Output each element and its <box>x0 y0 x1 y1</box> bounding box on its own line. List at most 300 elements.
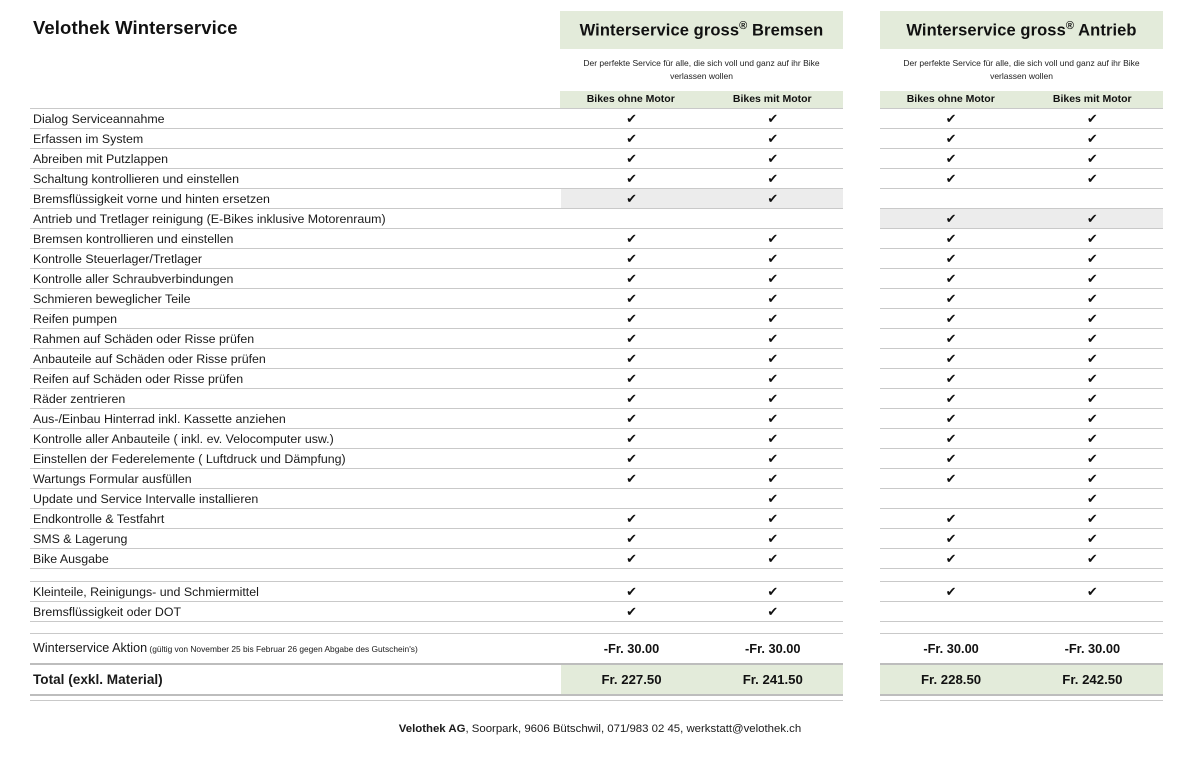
total-row <box>30 664 1163 695</box>
check-icon: ✔ <box>945 330 957 346</box>
service-item-label <box>30 309 561 329</box>
check-icon: ✔ <box>626 470 637 486</box>
column-gap <box>843 269 880 289</box>
cell-antrieb-mit-motor <box>1022 149 1163 169</box>
spacer-cell <box>843 622 880 634</box>
table-row <box>30 389 1163 409</box>
service-item-label <box>30 229 561 249</box>
total-antrieb-ohne-motor: Fr. 228.50 <box>880 664 1021 695</box>
cell-antrieb-mit-motor <box>1022 509 1163 529</box>
table-row <box>30 329 1163 349</box>
check-icon: ✔ <box>1086 390 1098 406</box>
cell-antrieb-ohne-motor <box>880 149 1021 169</box>
service-item-label <box>30 529 561 549</box>
column-gap <box>843 664 880 695</box>
service-item-label <box>30 269 561 289</box>
page-title: Velothek Winterservice <box>33 17 238 38</box>
check-icon: ✔ <box>1086 150 1098 166</box>
check-icon: ✔ <box>1086 230 1098 246</box>
aktion-label <box>30 634 561 664</box>
cell-antrieb-mit-motor <box>1022 229 1163 249</box>
cell-antrieb-ohne-motor <box>880 469 1021 489</box>
column-gap <box>843 209 880 229</box>
cell-antrieb-ohne-motor <box>880 582 1021 602</box>
cell-antrieb-ohne-motor <box>880 409 1021 429</box>
cell-antrieb-mit-motor <box>1022 269 1163 289</box>
check-icon: ✔ <box>945 510 957 526</box>
check-icon: ✔ <box>1086 410 1098 426</box>
cell-bremsen-ohne-motor <box>561 602 702 622</box>
check-icon: ✔ <box>1086 583 1098 599</box>
row-label-text: Anbauteile auf Schäden oder Risse prüfen <box>33 351 266 366</box>
table-row <box>30 289 1163 309</box>
column-gap <box>843 349 880 369</box>
column-gap <box>843 634 880 664</box>
row-label-text: Reifen auf Schäden oder Risse prüfen <box>33 371 244 386</box>
row-label-text: Reifen pumpen <box>33 311 118 326</box>
cell-antrieb-ohne-motor <box>880 269 1021 289</box>
column-header-bikes-ohne-motor-b: Bikes ohne Motor <box>906 93 995 105</box>
service-item-label <box>30 509 561 529</box>
cell-antrieb-ohne-motor <box>880 249 1021 269</box>
check-icon: ✔ <box>767 370 779 386</box>
cell-bremsen-mit-motor <box>702 602 843 622</box>
check-icon: ✔ <box>626 330 637 346</box>
cell-bremsen-mit-motor <box>702 469 843 489</box>
table-row <box>30 209 1163 229</box>
check-icon: ✔ <box>945 550 957 566</box>
cell-antrieb-ohne-motor <box>880 329 1021 349</box>
check-icon: ✔ <box>626 603 637 619</box>
row-label-text: Abreiben mit Putzlappen <box>33 151 169 166</box>
cell-bremsen-ohne-motor <box>561 209 702 229</box>
column-header-bikes-mit-motor-a: Bikes mit Motor <box>732 93 812 105</box>
cell-antrieb-ohne-motor <box>880 349 1021 369</box>
row-label-text: Kontrolle aller Anbauteile ( inkl. ev. Velocomputer usw.) <box>33 431 334 446</box>
package-title-suffix-b: Antrieb <box>1074 21 1137 40</box>
row-label-text: Antrieb und Tretlager reinigung (E-Bikes inklusive Motorenraum) <box>33 211 386 226</box>
cell-bremsen-mit-motor <box>702 229 843 249</box>
package-title-bremsen <box>580 20 824 41</box>
service-item-label <box>30 249 561 269</box>
cell-antrieb-ohne-motor <box>880 289 1021 309</box>
cell-antrieb-ohne-motor <box>880 509 1021 529</box>
service-item-label <box>30 409 561 429</box>
service-item-label <box>30 429 561 449</box>
table-row <box>30 429 1163 449</box>
service-item-label <box>30 329 561 349</box>
service-item-label <box>30 602 561 622</box>
check-icon: ✔ <box>945 110 957 126</box>
check-icon: ✔ <box>626 390 637 406</box>
check-icon: ✔ <box>1086 110 1098 126</box>
check-icon: ✔ <box>767 250 779 266</box>
cell-bremsen-mit-motor <box>702 329 843 349</box>
table-row <box>30 449 1163 469</box>
check-icon: ✔ <box>626 430 637 446</box>
cell-antrieb-mit-motor <box>1022 369 1163 389</box>
column-gap <box>843 489 880 509</box>
column-gap <box>843 149 880 169</box>
package-title-antrieb <box>906 20 1136 41</box>
cell-bremsen-ohne-motor <box>561 549 702 569</box>
spacer-cell <box>702 569 843 582</box>
check-icon: ✔ <box>945 230 957 246</box>
row-label-text: Aus-/Einbau Hinterrad inkl. Kassette anziehen <box>33 411 286 426</box>
service-item-label <box>30 209 561 229</box>
check-icon: ✔ <box>767 130 779 146</box>
table-row <box>30 189 1163 209</box>
table-bottom-rule <box>30 695 1163 701</box>
check-icon: ✔ <box>767 110 779 126</box>
row-label-text: Bremsflüssigkeit oder DOT <box>33 604 182 619</box>
cell-antrieb-ohne-motor <box>880 389 1021 409</box>
check-icon: ✔ <box>1086 510 1098 526</box>
check-icon: ✔ <box>1086 430 1098 446</box>
cell-bremsen-ohne-motor <box>561 509 702 529</box>
rule-cell <box>561 695 702 701</box>
total-bremsen-mit-motor: Fr. 241.50 <box>702 664 843 695</box>
cell-antrieb-ohne-motor <box>880 549 1021 569</box>
total-antrieb-mit-motor: Fr. 242.50 <box>1022 664 1163 695</box>
cell-antrieb-mit-motor <box>1022 449 1163 469</box>
service-item-label <box>30 489 561 509</box>
check-icon: ✔ <box>1086 250 1098 266</box>
row-label-text: Erfassen im System <box>33 131 144 146</box>
cell-antrieb-ohne-motor <box>880 169 1021 189</box>
cell-bremsen-mit-motor <box>702 189 843 209</box>
package-subtitle-antrieb: Der perfekte Service für alle, die sich voll und ganz auf ihr Bike verlassen wollen <box>903 58 1140 81</box>
check-icon: ✔ <box>626 550 637 566</box>
column-gap <box>843 389 880 409</box>
row-label-text: Wartungs Formular ausfüllen <box>33 471 192 486</box>
total-label <box>30 664 561 695</box>
row-label-text: Endkontrolle & Testfahrt <box>33 511 165 526</box>
spacer-cell <box>561 622 702 634</box>
table-row <box>30 269 1163 289</box>
cell-antrieb-mit-motor <box>1022 249 1163 269</box>
row-label-text: Bremsen kontrollieren und einstellen <box>33 231 234 246</box>
cell-bremsen-ohne-motor <box>561 189 702 209</box>
cell-bremsen-ohne-motor <box>561 469 702 489</box>
cell-bremsen-ohne-motor <box>561 269 702 289</box>
spacer-cell <box>880 622 1021 634</box>
spacer-cell <box>30 569 561 582</box>
check-icon: ✔ <box>1086 490 1098 506</box>
column-header-bikes-ohne-motor-a: Bikes ohne Motor <box>586 93 675 105</box>
cell-antrieb-ohne-motor <box>880 529 1021 549</box>
check-icon: ✔ <box>626 310 637 326</box>
cell-antrieb-mit-motor <box>1022 582 1163 602</box>
aktion-bremsen-mit-motor: -Fr. 30.00 <box>702 634 843 664</box>
check-icon: ✔ <box>626 170 637 186</box>
row-label-text: SMS & Lagerung <box>33 531 128 546</box>
check-icon: ✔ <box>1086 310 1098 326</box>
cell-antrieb-ohne-motor <box>880 602 1021 622</box>
column-gap <box>843 129 880 149</box>
package-header-antrieb <box>880 11 1163 49</box>
check-icon: ✔ <box>767 290 779 306</box>
check-icon: ✔ <box>767 530 779 546</box>
check-icon: ✔ <box>945 310 957 326</box>
column-gap <box>843 249 880 269</box>
table-row <box>30 529 1163 549</box>
cell-bremsen-ohne-motor <box>561 129 702 149</box>
cell-antrieb-mit-motor <box>1022 529 1163 549</box>
check-icon: ✔ <box>626 370 637 386</box>
package-subtitle-bremsen: Der perfekte Service für alle, die sich voll und ganz auf ihr Bike verlassen wollen <box>583 58 820 81</box>
table-body <box>30 109 1163 701</box>
check-icon: ✔ <box>1086 270 1098 286</box>
cell-bremsen-mit-motor <box>702 369 843 389</box>
column-gap <box>843 469 880 489</box>
cell-bremsen-ohne-motor <box>561 329 702 349</box>
cell-antrieb-ohne-motor <box>880 109 1021 129</box>
table-row <box>30 469 1163 489</box>
check-icon: ✔ <box>767 230 779 246</box>
check-icon: ✔ <box>1086 330 1098 346</box>
rule-cell <box>843 695 880 701</box>
cell-bremsen-mit-motor <box>702 349 843 369</box>
cell-bremsen-mit-motor <box>702 509 843 529</box>
column-gap <box>843 409 880 429</box>
pre-aktion-spacer <box>30 622 1163 634</box>
cell-antrieb-ohne-motor <box>880 369 1021 389</box>
check-icon: ✔ <box>767 150 779 166</box>
cell-antrieb-mit-motor <box>1022 289 1163 309</box>
table-row <box>30 109 1163 129</box>
column-gap <box>843 449 880 469</box>
package-column-headers-antrieb <box>880 91 1163 108</box>
cell-antrieb-mit-motor <box>1022 349 1163 369</box>
check-icon: ✔ <box>767 470 779 486</box>
aktion-antrieb-mit-motor: -Fr. 30.00 <box>1022 634 1163 664</box>
check-icon: ✔ <box>767 550 779 566</box>
cell-antrieb-mit-motor <box>1022 329 1163 349</box>
check-icon: ✔ <box>1086 550 1098 566</box>
cell-bremsen-mit-motor <box>702 109 843 129</box>
cell-bremsen-mit-motor <box>702 169 843 189</box>
section-spacer <box>30 569 1163 582</box>
row-label-text: Schmieren beweglicher Teile <box>33 291 191 306</box>
row-label-text: Total (exkl. Material) <box>33 671 163 687</box>
rule-cell <box>1022 695 1163 701</box>
cell-bremsen-ohne-motor <box>561 449 702 469</box>
service-item-label <box>30 289 561 309</box>
spacer-cell <box>843 569 880 582</box>
service-item-label <box>30 469 561 489</box>
row-label-text: Dialog Serviceannahme <box>33 111 165 126</box>
cell-bremsen-mit-motor <box>702 429 843 449</box>
column-gap <box>843 229 880 249</box>
package-column-headers-bremsen <box>560 91 843 108</box>
column-gap <box>843 582 880 602</box>
check-icon: ✔ <box>767 410 779 426</box>
cell-bremsen-ohne-motor <box>561 489 702 509</box>
check-icon: ✔ <box>945 390 957 406</box>
package-title-base-b: Winterservice gross <box>906 21 1066 40</box>
cell-bremsen-mit-motor <box>702 529 843 549</box>
cell-bremsen-ohne-motor <box>561 369 702 389</box>
table-row <box>30 369 1163 389</box>
cell-bremsen-ohne-motor <box>561 409 702 429</box>
table-row <box>30 602 1163 622</box>
check-icon: ✔ <box>1086 470 1098 486</box>
column-gap <box>843 289 880 309</box>
check-icon: ✔ <box>767 603 779 619</box>
row-label-text: Kontrolle aller Schraubverbindungen <box>33 271 234 286</box>
row-label-text: Einstellen der Federelemente ( Luftdruck und Dämpfung) <box>33 451 346 466</box>
spacer-cell <box>702 622 843 634</box>
table-row <box>30 549 1163 569</box>
aktion-antrieb-ohne-motor: -Fr. 30.00 <box>880 634 1021 664</box>
rule-cell <box>880 695 1021 701</box>
check-icon: ✔ <box>767 430 779 446</box>
cell-bremsen-mit-motor <box>702 209 843 229</box>
check-icon: ✔ <box>626 350 637 366</box>
service-item-label <box>30 109 561 129</box>
aktion-row <box>30 634 1163 664</box>
check-icon: ✔ <box>626 190 637 206</box>
row-label-text: Rahmen auf Schäden oder Risse prüfen <box>33 331 255 346</box>
service-item-label <box>30 449 561 469</box>
cell-bremsen-mit-motor <box>702 409 843 429</box>
check-icon: ✔ <box>1086 530 1098 546</box>
footer-contact-details: , Soorpark, 9606 Bütschwil, 071/983 02 45, werkstatt@velothek.ch <box>465 723 802 735</box>
cell-bremsen-mit-motor <box>702 269 843 289</box>
table-row <box>30 149 1163 169</box>
cell-bremsen-mit-motor <box>702 129 843 149</box>
table-row <box>30 309 1163 329</box>
cell-bremsen-ohne-motor <box>561 309 702 329</box>
check-icon: ✔ <box>767 583 779 599</box>
registered-mark-icon-b: ® <box>1065 19 1075 32</box>
service-item-label <box>30 582 561 602</box>
check-icon: ✔ <box>945 410 957 426</box>
cell-antrieb-ohne-motor <box>880 489 1021 509</box>
table-row <box>30 169 1163 189</box>
check-icon: ✔ <box>945 290 957 306</box>
check-icon: ✔ <box>626 410 637 426</box>
check-icon: ✔ <box>626 510 637 526</box>
column-gap <box>843 429 880 449</box>
row-label-text: Winterservice Aktion <box>33 641 148 656</box>
check-icon: ✔ <box>945 250 957 266</box>
cell-antrieb-mit-motor <box>1022 602 1163 622</box>
cell-bremsen-mit-motor <box>702 449 843 469</box>
service-item-label <box>30 169 561 189</box>
check-icon: ✔ <box>626 583 637 599</box>
check-icon: ✔ <box>1086 450 1098 466</box>
cell-bremsen-ohne-motor <box>561 249 702 269</box>
cell-antrieb-ohne-motor <box>880 309 1021 329</box>
check-icon: ✔ <box>945 370 957 386</box>
check-icon: ✔ <box>767 390 779 406</box>
aktion-bremsen-ohne-motor: -Fr. 30.00 <box>561 634 702 664</box>
service-item-label <box>30 349 561 369</box>
cell-bremsen-ohne-motor <box>561 582 702 602</box>
cell-bremsen-ohne-motor <box>561 169 702 189</box>
cell-bremsen-mit-motor <box>702 549 843 569</box>
cell-antrieb-ohne-motor <box>880 189 1021 209</box>
package-header-bremsen <box>560 11 843 49</box>
check-icon: ✔ <box>1086 350 1098 366</box>
footer-company-name: Velothek AG <box>398 723 466 735</box>
table-row <box>30 489 1163 509</box>
check-icon: ✔ <box>1086 130 1098 146</box>
check-icon: ✔ <box>945 150 957 166</box>
total-bremsen-ohne-motor: Fr. 227.50 <box>561 664 702 695</box>
cell-antrieb-mit-motor <box>1022 129 1163 149</box>
column-gap <box>843 549 880 569</box>
registered-mark-icon: ® <box>739 19 748 32</box>
cell-bremsen-ohne-motor <box>561 529 702 549</box>
package-title-base: Winterservice gross <box>579 21 740 40</box>
check-icon: ✔ <box>945 210 957 226</box>
check-icon: ✔ <box>945 470 957 486</box>
spacer-cell <box>30 622 561 634</box>
service-item-label <box>30 549 561 569</box>
column-gap <box>843 309 880 329</box>
check-icon: ✔ <box>626 150 637 166</box>
cell-bremsen-mit-motor <box>702 289 843 309</box>
column-gap <box>843 189 880 209</box>
cell-bremsen-mit-motor <box>702 249 843 269</box>
column-gap <box>843 329 880 349</box>
check-icon: ✔ <box>626 290 637 306</box>
check-icon: ✔ <box>1086 210 1098 226</box>
check-icon: ✔ <box>626 250 637 266</box>
cell-antrieb-ohne-motor <box>880 209 1021 229</box>
table-row <box>30 129 1163 149</box>
column-gap <box>843 529 880 549</box>
cell-bremsen-mit-motor <box>702 149 843 169</box>
check-icon: ✔ <box>767 490 779 506</box>
cell-antrieb-mit-motor <box>1022 189 1163 209</box>
cell-bremsen-ohne-motor <box>561 389 702 409</box>
check-icon: ✔ <box>767 310 779 326</box>
check-icon: ✔ <box>1086 170 1098 186</box>
table-row <box>30 249 1163 269</box>
check-icon: ✔ <box>626 130 637 146</box>
check-icon: ✔ <box>767 330 779 346</box>
package-title-suffix: Bremsen <box>747 21 824 40</box>
service-item-label <box>30 389 561 409</box>
check-icon: ✔ <box>945 583 957 599</box>
service-item-label <box>30 129 561 149</box>
check-icon: ✔ <box>945 450 957 466</box>
table-row <box>30 582 1163 602</box>
cell-antrieb-mit-motor <box>1022 429 1163 449</box>
cell-bremsen-ohne-motor <box>561 429 702 449</box>
check-icon: ✔ <box>626 530 637 546</box>
service-item-label <box>30 189 561 209</box>
cell-antrieb-mit-motor <box>1022 549 1163 569</box>
spacer-cell <box>561 569 702 582</box>
check-icon: ✔ <box>1086 290 1098 306</box>
spacer-cell <box>880 569 1021 582</box>
column-gap <box>843 109 880 129</box>
row-label-text: Update und Service Intervalle installieren <box>33 491 259 506</box>
check-icon: ✔ <box>626 450 637 466</box>
column-gap <box>843 369 880 389</box>
service-item-label <box>30 369 561 389</box>
check-icon: ✔ <box>767 510 779 526</box>
check-icon: ✔ <box>945 270 957 286</box>
check-icon: ✔ <box>945 170 957 186</box>
aktion-note: (gültig von November 25 bis Februar 26 gegen Abgabe des Gutschein's) <box>147 644 418 655</box>
check-icon: ✔ <box>945 430 957 446</box>
